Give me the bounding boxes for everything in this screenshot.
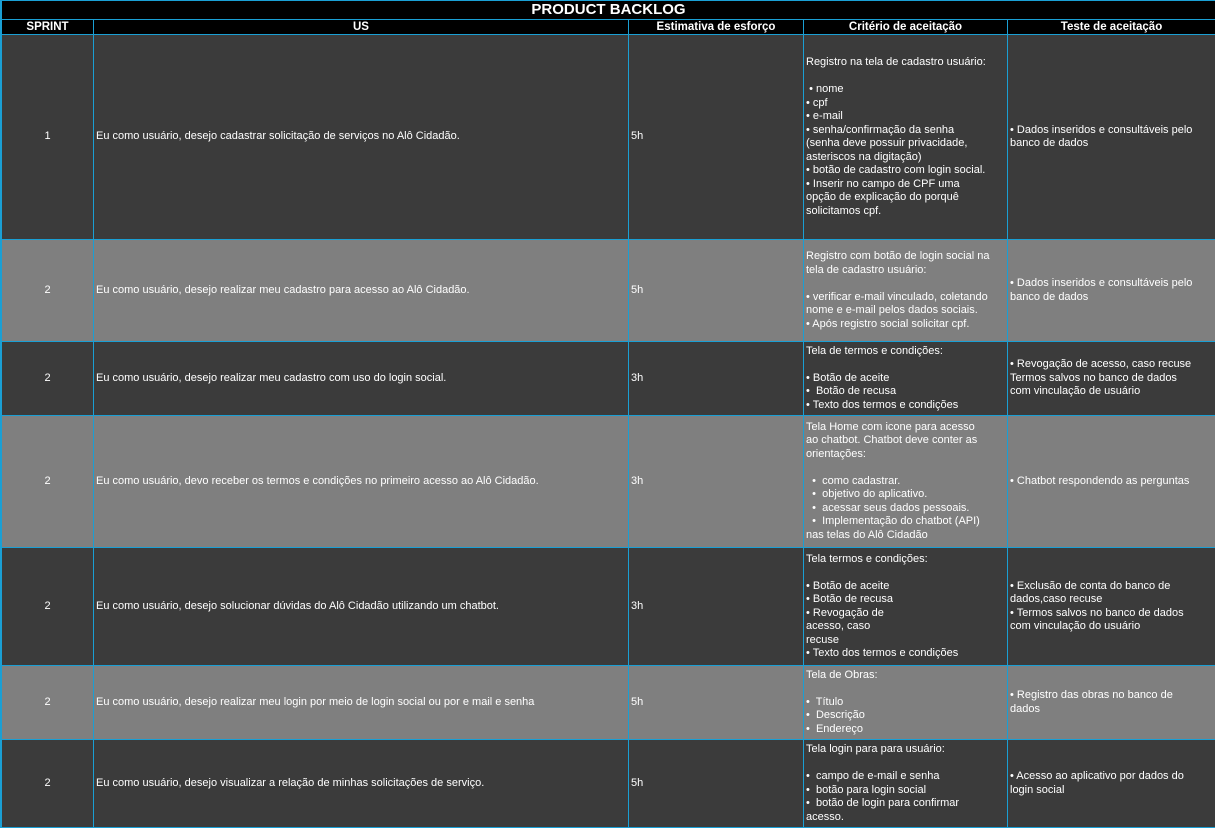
backlog-table xyxy=(1,0,1215,828)
criteria-line: asteriscos na digitação) xyxy=(806,150,922,163)
test-line: • Termos salvos no banco de dados xyxy=(1010,606,1184,619)
test-cell xyxy=(1008,666,1215,740)
criteria-line: • Texto dos termos e condições xyxy=(806,647,959,659)
criteria-line: Tela de termos e condições: xyxy=(806,344,943,357)
criteria-line xyxy=(806,358,1005,372)
estimate-cell: 5h xyxy=(629,740,804,828)
header-sprint: SPRINT xyxy=(2,20,94,35)
criteria-cell xyxy=(804,416,1008,548)
criteria-line: Tela login para para usuário: xyxy=(806,743,945,755)
sprint-cell: 2 xyxy=(2,740,94,828)
test-line: com vinculação do usuário xyxy=(1010,620,1141,632)
criteria-line: solicitamos cpf. xyxy=(806,204,882,217)
criteria-line: • Após registro social solicitar cpf. xyxy=(806,317,970,330)
table-row xyxy=(2,740,1215,828)
test-line: • Chatbot respondendo as perguntas xyxy=(1010,474,1190,487)
criteria-line: orientações: xyxy=(806,447,866,460)
sheet-title: PRODUCT BACKLOG xyxy=(2,1,1215,20)
criteria-line xyxy=(806,70,1005,84)
estimate-cell: 3h xyxy=(629,548,804,666)
criteria-line: • Botão de aceite xyxy=(806,579,890,592)
test-line: • Dados inseridos e consultáveis pelo xyxy=(1010,277,1193,289)
criteria-cell xyxy=(804,740,1008,828)
criteria-line: • Botão de recusa xyxy=(806,593,894,605)
criteria-line xyxy=(806,277,1005,291)
criteria-line: • nome xyxy=(806,83,844,95)
criteria-cell xyxy=(804,35,1008,240)
user-story-cell: Eu como usuário, devo receber os termos e condições no primeiro acesso ao Alô Cidadão. xyxy=(94,416,629,548)
criteria-line: Tela de Obras: xyxy=(806,668,878,681)
criteria-line: • Botão de aceite xyxy=(806,371,890,384)
criteria-line: (senha deve possuir privacidade, xyxy=(806,137,968,149)
table-row xyxy=(2,416,1215,548)
estimate-cell: 3h xyxy=(629,342,804,416)
criteria-line: acesso. xyxy=(806,810,844,823)
criteria-line: • cpf xyxy=(806,96,828,109)
criteria-line: • Texto dos termos e condições xyxy=(806,398,959,411)
sprint-cell: 2 xyxy=(2,342,94,416)
estimate-cell: 3h xyxy=(629,416,804,548)
sprint-cell: 2 xyxy=(2,416,94,548)
table-row xyxy=(2,666,1215,740)
user-story-cell: Eu como usuário, desejo visualizar a relação de minhas solicitações de serviço. xyxy=(94,740,629,828)
criteria-line: • acessar seus dados pessoais. xyxy=(806,501,970,514)
sprint-cell: 1 xyxy=(2,35,94,240)
criteria-line: Tela Home com icone para acesso xyxy=(806,420,975,433)
test-line: banco de dados xyxy=(1010,137,1089,149)
user-story-cell: Eu como usuário, desejo cadastrar solicitação de serviços no Alô Cidadão. xyxy=(94,35,629,240)
estimate-cell: 5h xyxy=(629,240,804,342)
user-story-cell: Eu como usuário, desejo realizar meu cadastro com uso do login social. xyxy=(94,342,629,416)
criteria-line xyxy=(806,461,1005,475)
test-line: login social xyxy=(1010,783,1065,796)
criteria-line: • e-mail xyxy=(806,110,843,122)
criteria-cell xyxy=(804,548,1008,666)
test-cell xyxy=(1008,416,1215,548)
criteria-line: opção de explicação do porquê xyxy=(806,191,959,203)
test-line: Termos salvos no banco de dados xyxy=(1010,371,1177,384)
criteria-line xyxy=(806,566,1005,580)
user-story-cell: Eu como usuário, desejo realizar meu cadastro para acesso ao Alô Cidadão. xyxy=(94,240,629,342)
criteria-line: tela de cadastro usuário: xyxy=(806,263,927,276)
criteria-line: • Implementação do chatbot (API) xyxy=(806,515,980,528)
sprint-cell: 2 xyxy=(2,548,94,666)
criteria-line xyxy=(806,757,1005,771)
header-estimate: Estimativa de esforço xyxy=(629,20,804,35)
sprint-cell: 2 xyxy=(2,240,94,342)
test-line: • Revogação de acesso, caso recuse xyxy=(1010,358,1192,371)
header-test: Teste de aceitação xyxy=(1008,20,1215,35)
test-line: • Acesso ao aplicativo por dados do xyxy=(1010,770,1184,782)
estimate-cell: 5h xyxy=(629,35,804,240)
criteria-cell xyxy=(804,240,1008,342)
criteria-line: • como cadastrar. xyxy=(806,474,901,487)
criteria-line: • Endereço xyxy=(806,722,864,735)
criteria-cell xyxy=(804,666,1008,740)
test-line: dados,caso recuse xyxy=(1010,593,1103,605)
criteria-line: • Título xyxy=(806,695,844,708)
criteria-cell xyxy=(804,342,1008,416)
criteria-line: • objetivo do aplicativo. xyxy=(806,488,928,501)
test-line: dados xyxy=(1010,702,1040,715)
table-row xyxy=(2,548,1215,666)
criteria-line: recuse xyxy=(806,633,840,646)
criteria-line: • Descrição xyxy=(806,709,865,722)
criteria-line: • senha/confirmação da senha xyxy=(806,123,955,136)
criteria-line: Registro com botão de login social na xyxy=(806,250,990,262)
estimate-cell: 5h xyxy=(629,666,804,740)
user-story-cell: Eu como usuário, desejo realizar meu login por meio de login social ou por e mail e senha xyxy=(94,666,629,740)
test-line: com vinculação de usuário xyxy=(1010,385,1141,398)
criteria-line: Tela termos e condições: xyxy=(806,552,928,565)
test-line: • Exclusão de conta do banco de xyxy=(1010,579,1171,592)
test-cell xyxy=(1008,35,1215,240)
table-row xyxy=(2,35,1215,240)
criteria-line: nome e e-mail pelos dados sociais. xyxy=(806,304,978,316)
criteria-line: • Botão de recusa xyxy=(806,385,897,398)
criteria-line: • Inserir no campo de CPF uma xyxy=(806,177,960,190)
test-cell xyxy=(1008,240,1215,342)
criteria-line: • botão de cadastro com login social. xyxy=(806,164,986,176)
criteria-line: • verificar e-mail vinculado, coletando xyxy=(806,290,988,303)
criteria-line: • botão de login para confirmar xyxy=(806,797,960,809)
criteria-line xyxy=(806,682,1005,696)
test-cell xyxy=(1008,342,1215,416)
table-row xyxy=(2,240,1215,342)
table-row xyxy=(2,342,1215,416)
criteria-line: • Revogação de xyxy=(806,606,884,619)
test-line: banco de dados xyxy=(1010,290,1089,303)
test-line: • Registro das obras no banco de xyxy=(1010,689,1173,701)
test-cell xyxy=(1008,740,1215,828)
criteria-line: acesso, caso xyxy=(806,620,871,632)
sprint-cell: 2 xyxy=(2,666,94,740)
test-cell xyxy=(1008,548,1215,666)
criteria-line: Registro na tela de cadastro usuário: xyxy=(806,56,986,68)
criteria-line: • botão para login social xyxy=(806,783,927,796)
test-line: • Dados inseridos e consultáveis pelo xyxy=(1010,123,1193,136)
criteria-line: ao chatbot. Chatbot deve conter as xyxy=(806,434,978,447)
user-story-cell: Eu como usuário, desejo solucionar dúvidas do Alô Cidadão utilizando um chatbot. xyxy=(94,548,629,666)
header-criteria: Critério de aceitação xyxy=(804,20,1008,35)
header-us: US xyxy=(94,20,629,35)
criteria-line: nas telas do Alô Cidadão xyxy=(806,528,928,541)
criteria-line: • campo de e-mail e senha xyxy=(806,770,940,782)
backlog-body xyxy=(2,35,1215,828)
